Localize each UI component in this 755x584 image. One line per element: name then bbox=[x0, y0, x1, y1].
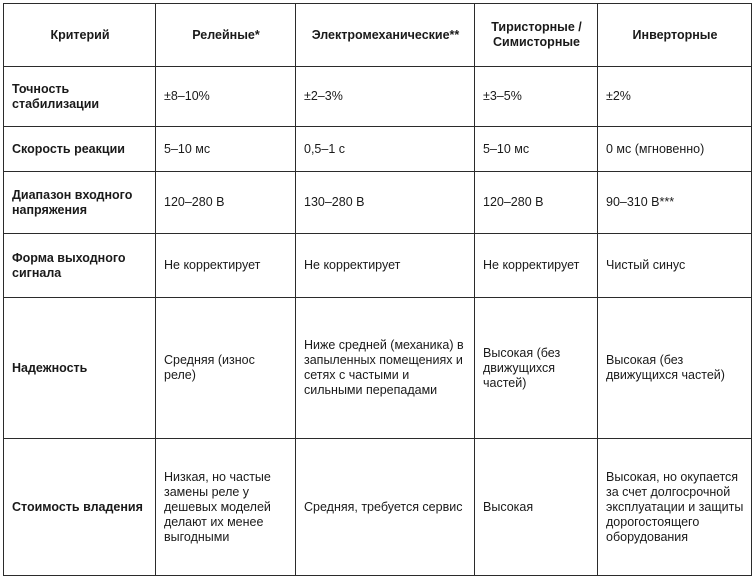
cell-inverter: 0 мс (мгновенно) bbox=[598, 127, 752, 172]
cell-electromechanical: 130–280 В bbox=[296, 172, 475, 234]
header-inverter: Инверторные bbox=[598, 4, 752, 67]
cell-electromechanical: Ниже средней (механика) в запыленных помещениях и сетях с частыми и сильными перепадами bbox=[296, 298, 475, 439]
cell-relay: Низкая, но частые замены реле у дешевых моделей делают их менее выгодными bbox=[156, 439, 296, 576]
cell-inverter: ±2% bbox=[598, 67, 752, 127]
row-criterion: Надежность bbox=[4, 298, 156, 439]
row-criterion: Точность стабилизации bbox=[4, 67, 156, 127]
cell-relay: 5–10 мс bbox=[156, 127, 296, 172]
row-criterion: Диапазон входного напряжения bbox=[4, 172, 156, 234]
table-row bbox=[4, 172, 752, 234]
cell-inverter: 90–310 В*** bbox=[598, 172, 752, 234]
cell-inverter: Высокая (без движущихся частей) bbox=[598, 298, 752, 439]
cell-thyristor: ±3–5% bbox=[475, 67, 598, 127]
table-row bbox=[4, 298, 752, 439]
cell-inverter: Чистый синус bbox=[598, 234, 752, 298]
header-electromechanical: Электромеханические** bbox=[296, 4, 475, 67]
header-relay: Релейные* bbox=[156, 4, 296, 67]
table-row bbox=[4, 127, 752, 172]
cell-electromechanical: 0,5–1 с bbox=[296, 127, 475, 172]
table-row bbox=[4, 67, 752, 127]
cell-inverter: Высокая, но окупается за счет долгосрочной эксплуатации и защиты дорогостоящего оборудования bbox=[598, 439, 752, 576]
cell-thyristor: 5–10 мс bbox=[475, 127, 598, 172]
row-criterion: Скорость реакции bbox=[4, 127, 156, 172]
row-criterion: Стоимость владения bbox=[4, 439, 156, 576]
cell-relay: Не корректирует bbox=[156, 234, 296, 298]
cell-electromechanical: ±2–3% bbox=[296, 67, 475, 127]
header-criterion: Критерий bbox=[4, 4, 156, 67]
cell-thyristor: Не корректирует bbox=[475, 234, 598, 298]
cell-electromechanical: Не корректирует bbox=[296, 234, 475, 298]
comparison-table bbox=[3, 3, 752, 576]
row-criterion: Форма выходного сигнала bbox=[4, 234, 156, 298]
cell-electromechanical: Средняя, требуется сервис bbox=[296, 439, 475, 576]
table-row bbox=[4, 234, 752, 298]
cell-relay: ±8–10% bbox=[156, 67, 296, 127]
cell-relay: 120–280 В bbox=[156, 172, 296, 234]
cell-relay: Средняя (износ реле) bbox=[156, 298, 296, 439]
cell-thyristor: 120–280 В bbox=[475, 172, 598, 234]
header-thyristor: Тиристорные / Симисторные bbox=[475, 4, 598, 67]
table-header-row bbox=[4, 4, 752, 67]
cell-thyristor: Высокая (без движущихся частей) bbox=[475, 298, 598, 439]
cell-thyristor: Высокая bbox=[475, 439, 598, 576]
table-row bbox=[4, 439, 752, 576]
